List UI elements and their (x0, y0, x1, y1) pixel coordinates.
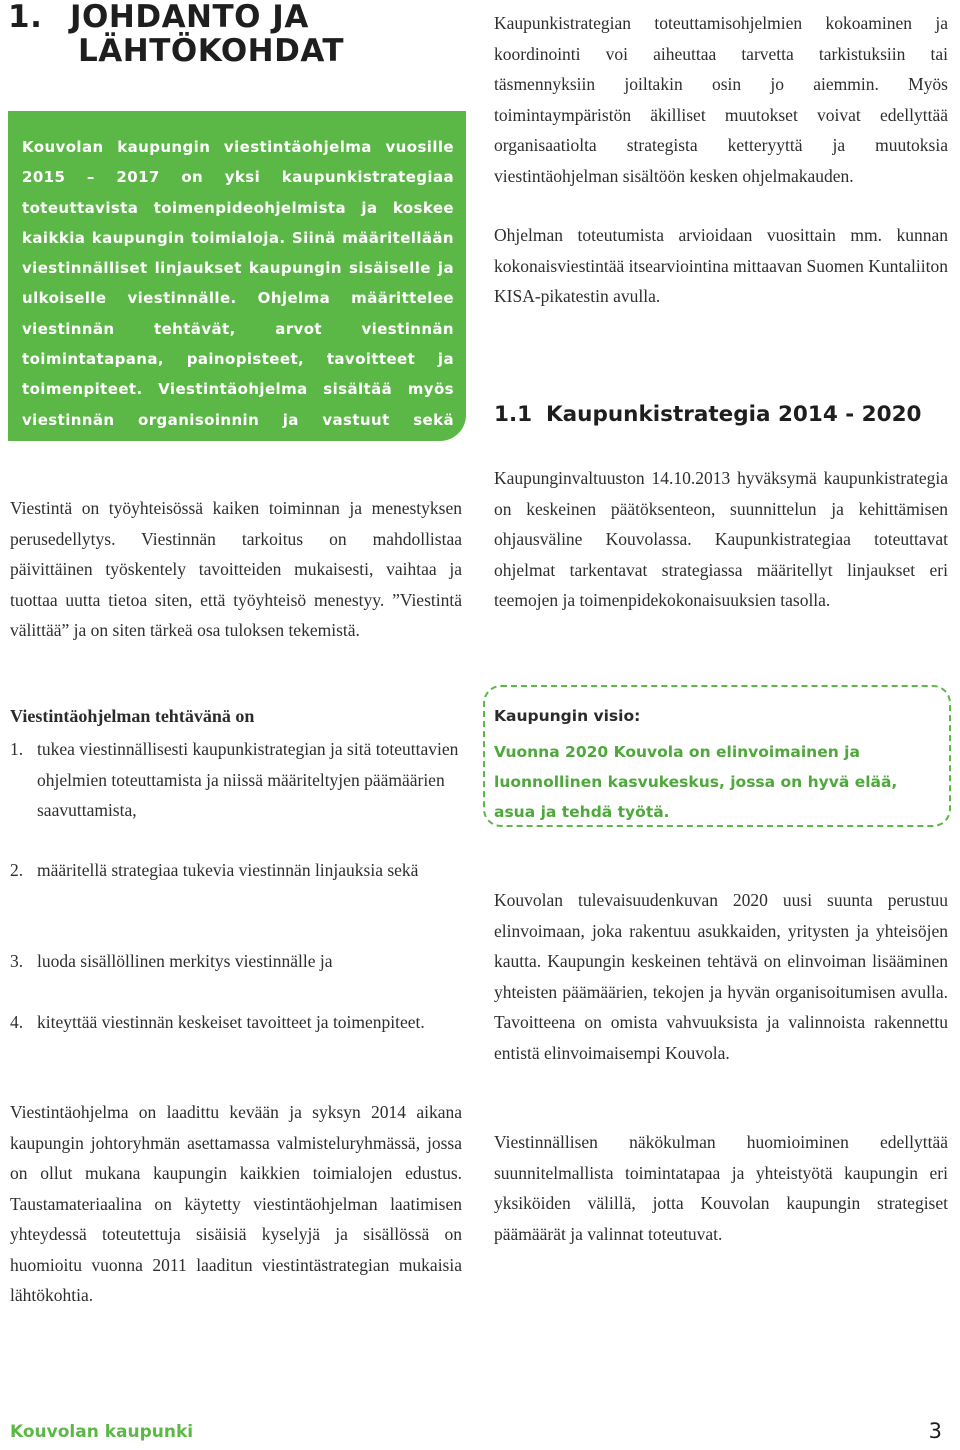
section-title: Kaupunkistrategia 2014 - 2020 (546, 402, 922, 427)
page-number: 3 (928, 1419, 942, 1443)
chapter-title-line1: JOHDANTO JA (70, 0, 309, 35)
task-text-1: tukea viestinnällisesti kaupunkistrategian ja sitä toteuttavien ohjelmien toteuttamista ja niissä määriteltyjen päämäärien saavuttamista, (37, 739, 459, 820)
right-paragraph-3: Kaupunginvaltuuston 14.10.2013 hyväksymä kaupunkistrategia on keskeinen päätöksenteon, suunnittelun ja kehittämisen ohjausväline Kouvolassa. Kaupunkistrategiaa toteuttavat ohjelmat tarkentavat strategiassa määritellyt linjaukset eri teemojen ja toimenpidekokonaisuuksien tasolla. (494, 468, 948, 610)
intro-box (8, 111, 466, 459)
chapter-title-line2: LÄHTÖKOHDAT (78, 33, 345, 69)
chapter-heading (8, 0, 344, 68)
task-number-4: 4. (10, 1012, 24, 1032)
task-number-2: 2. (10, 860, 24, 880)
section-heading (494, 402, 922, 427)
section-number: 1.1 (494, 402, 533, 427)
task-subheading: Viestintäohjelman tehtävänä on (10, 706, 255, 726)
right-paragraph-2: Ohjelman toteutumista arvioidaan vuosittain mm. kunnan kokonaisviestintää itsearviointina mittaavan Suomen Kuntaliiton KISA-pikatestin avulla. (494, 225, 948, 306)
task-number-1: 1. (10, 739, 24, 759)
vision-text: Vuonna 2020 Kouvola on elinvoimainen ja luonnollinen kasvukeskus, jossa on hyvä elää, asua ja tehdä työtä. (494, 743, 898, 821)
footer-organization: Kouvolan kaupunki (10, 1422, 194, 1442)
task-text-2: määritellä strategiaa tukevia viestinnän linjauksia sekä (37, 860, 419, 880)
task-list-item-1 (10, 734, 477, 826)
task-list-item-2 (10, 855, 477, 886)
vision-box (483, 685, 951, 827)
task-text-4: kiteyttää viestinnän keskeiset tavoitteet ja toimenpiteet. (37, 1012, 425, 1032)
task-number-3: 3. (10, 951, 24, 971)
task-text-3: luoda sisällöllinen merkitys viestinnälle ja (37, 951, 333, 971)
right-paragraph-1: Kaupunkistrategian toteuttamisohjelmien kokoaminen ja koordinointi voi aiheuttaa tarvetta tarkistuksiin tai täsmennyksiin joiltakin osin jo aiemmin. Myös toimintaympäristön äkilliset muutokset voivat edellyttää organisaatiolta strategista ketteryyttä ja muutoksia viestintäohjelman sisältöön kesken ohjelmakauden. (494, 13, 948, 186)
right-paragraph-5: Viestinnällisen näkökulman huomioiminen edellyttää suunnitelmallista toimintatapaa ja yhteistyötä kaupungin eri yksiköiden välillä, jotta Kouvolan kaupungin strategiset päämäärät ja valinnat toteutuvat. (494, 1132, 948, 1244)
vision-title: Kaupungin visio: (494, 707, 641, 725)
chapter-number: 1. (8, 0, 43, 35)
right-paragraph-4: Kouvolan tulevaisuudenkuvan 2020 uusi suunta perustuu elinvoimaan, joka rakentuu asukkaiden, yritysten ja yhteisöjen kautta. Kaupungin keskeinen tehtävä on elinvoiman lisääminen yhteisten päämäärien, tekojen ja hyvän organisoitumisen avulla. Tavoitteena on omista vahvuuksista ja valinnoista rakennettu entistä elinvoimaisempi Kouvola. (494, 890, 948, 1063)
left-paragraph-1: Viestintä on työyhteisössä kaiken toiminnan ja menestyksen perusedellytys. Viestinnän tarkoitus on mahdollistaa päivittäinen työskentely tavoitteiden mukaisesti, vaihtaa ja tuottaa uutta tietoa siten, että työyhteisö menestyy. ”Viestintä välittää” ja on siten tärkeä osa tuloksen tekemistä. (10, 498, 462, 640)
task-list-item-3 (10, 946, 477, 977)
left-paragraph-2: Viestintäohjelma on laadittu kevään ja syksyn 2014 aikana kaupungin johtoryhmän asettamassa valmisteluryhmässä, jossa on ollut mukana kaupungin kaikkien toimialojen edustus. Taustamateriaalina on käytetty viestintäohjelman laatimisen yhteydessä toteutettuja sisäisiä kyselyjä ja sisällössä on huomioitu vuonna 2011 laaditun viestintästrategian mukaisia lähtökohtia. (10, 1102, 462, 1305)
task-list-item-4 (10, 1007, 477, 1038)
intro-text: Kouvolan kaupungin viestintäohjelma vuosille 2015 – 2017 on yksi kaupunkistrategiaa toteuttavista toimenpideohjelmista ja koskee kaikkia kaupungin toimialoja. Siinä määritellään viestinnälliset linjaukset kaupungin sisäiselle ja ulkoiselle viestinnälle. Ohjelma määrittelee viestinnän tehtävät, arvot viestinnän toimintatapana, painopisteet, tavoitteet ja toimenpiteet. Viestintäohjelma sisältää myös viestinnän organisoinnin ja vastuut sekä seurannan pääperiaatteet. (22, 138, 454, 459)
